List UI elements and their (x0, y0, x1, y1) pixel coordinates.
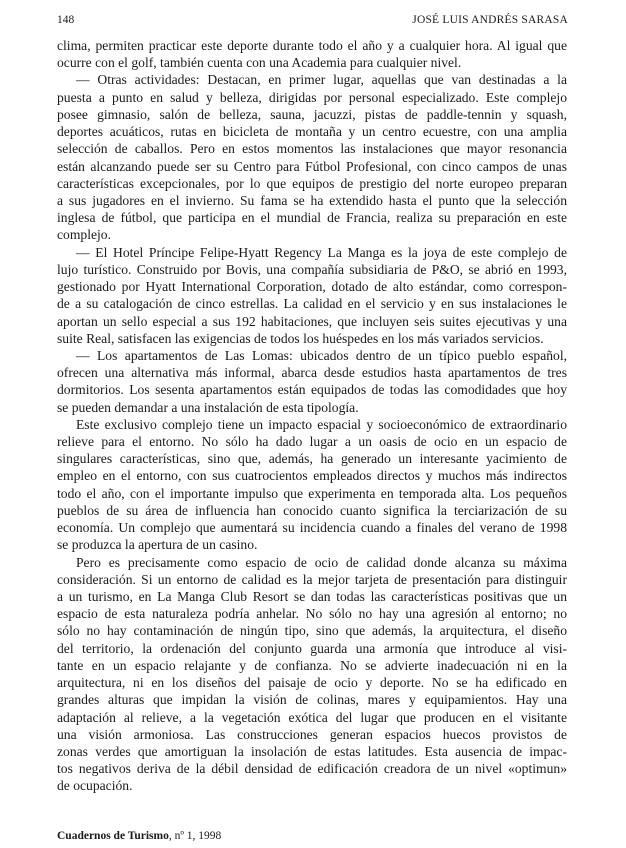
text-line: economía. Un complejo que aumentará su incidencia cuando a finales del verano de 1998 (57, 520, 567, 536)
text-line: características excepcionales, por lo que equipos de prestigio del norte europeo preparan (57, 175, 567, 191)
issue-info: , nº 1, 1998 (168, 830, 222, 842)
text-line: están alcanzando puede ser su Centro para Fútbol Profesional, con cinco campos de unas (57, 158, 567, 174)
text-line: lujo turístico. Construido por Bovis, una compañía subsidiaria de P&O, se abrió en 1993, (57, 261, 567, 277)
paragraph (57, 37, 567, 71)
text-line: dormitorios. Los sesenta apartamentos están equipados de todas las comodidades que hoy (57, 382, 567, 398)
text-line: gestionado por Hyatt International Corporation, dotado de alto estándar, como correspon- (57, 279, 567, 295)
text-line: posee gimnasio, salón de belleza, sauna, jacuzzi, pistas de paddle-tennin y squash, (57, 106, 567, 122)
text-line: a un turismo, en La Manga Club Resort se dan todas las características positivas que un (57, 589, 567, 604)
text-line: puesta a punto en salud y belleza, dirigidas por personal especializado. Este complejo (57, 89, 567, 105)
text-line: ofrecen una alternativa más informal, abarca desde estudios hasta apartamentos de tres (57, 365, 567, 381)
page-number: 148 (57, 14, 75, 26)
text-line: del territorio, la ordenación del conjunto guarda una armonía que introduce al visi- (57, 640, 567, 656)
text-line: clima, permiten practicar este deporte durante todo el año y a cualquier hora. Al igual que (57, 38, 567, 53)
text-line: Este exclusivo complejo tiene un impacto espacial y socioeconómico de extraordinario (76, 416, 567, 432)
text-line: grandes alturas que impidan la visión de colinas, mares y equipamientos. Hay una (57, 692, 567, 708)
text-line: ocurre con el golf, también cuenta con una Academia para cualquier nivel. (57, 55, 462, 71)
footer-citation (57, 830, 221, 842)
journal-name: Cuadernos de Turismo (57, 830, 169, 842)
text-line: relieve para el entorno. No sólo ha dado lugar a un oasis de ocio en un espacio de (57, 434, 567, 450)
paragraph (57, 554, 567, 795)
text-line: de a su catalogación de cinco estrellas. La calidad en el servicio y en sus instalaciones le (57, 296, 567, 312)
text-line: — Los apartamentos de Las Lomas: ubicados dentro de un típico pueblo español, (76, 347, 567, 363)
text-line: complejo. (57, 227, 111, 243)
body-text (57, 37, 567, 795)
paragraph (57, 416, 567, 554)
text-line: — Otras actividades: Destacan, en primer lugar, aquellas que van destinadas a la (76, 72, 567, 88)
text-line: Pero es precisamente como espacio de ocio de calidad donde alcanza su máxima (76, 554, 567, 570)
text-line: aportan un sello especial a sus 192 habitaciones, que incluyen seis suites ejecutivas y una (57, 313, 567, 329)
paragraph (57, 347, 567, 416)
text-line: tos negativos deriva de la débil densidad de edificación creadora de un nivel «optimun» (57, 761, 567, 777)
text-line: arquitectura, ni en los diseños del paisaje de ocio y deporte. No se ha edificado en (57, 675, 567, 691)
text-line: se produzca la apertura de un casino. (57, 537, 258, 553)
text-line: selección de caballos. Pero en estos momentos las instalaciones que mayor resonancia (57, 141, 567, 157)
text-line: a sus jugadores en el invierno. Su fama se ha extendido hasta el punto que la selección (57, 192, 567, 208)
text-line: consideración. Si un entorno de calidad es la mejor tarjeta de presentación para distinguir (57, 571, 567, 587)
text-line: empleo en el entorno, con sus cuatrocientos empleados directos y muchos más indirectos (57, 468, 567, 484)
text-line: espacio de esta naturaleza podría anhelar. No sólo no hay una agresión al entorno; no (57, 606, 567, 622)
running-header-author: JOSÉ LUIS ANDRÉS SARASA (412, 14, 568, 26)
text-line: se pueden demandar a una instalación de esta tipología. (57, 399, 359, 415)
paragraph (57, 244, 567, 347)
text-line: singulares características, sino que, además, ha generado un interesante yacimiento de (57, 451, 567, 467)
text-line: pueblos de su área de influencia han conocido cuanto significa la terciarización de su (57, 502, 567, 518)
text-line: deportes acuáticos, rutas en bicicleta de montaña y un centro ecuestre, con una amplia (57, 124, 567, 140)
text-line: inglesa de fútbol, que participa en el mundial de Francia, realiza su preparación en este (57, 210, 567, 226)
paragraph (57, 71, 567, 243)
text-line: zonas verdes que amortiguan la insolación de estas latitudes. Esta ausencia de impac- (57, 743, 567, 759)
text-line: tante en un espacio relajante y de confianza. No se advierte inadecuación ni en la (57, 657, 567, 673)
text-line: todo el año, con el importante impulso que experimenta en temporada alta. Los pequeños (57, 485, 567, 501)
text-line: adaptación al relieve, a la vegetación exótica del lugar que producen en el visitante (57, 709, 567, 725)
text-line: sólo no hay contaminación de ningún tipo, sino que además, la arquitectura, el diseño (57, 623, 567, 639)
text-line: de ocupación. (57, 778, 133, 794)
text-line: una visión armoniosa. Las construcciones generan espacios huecos provistos de (57, 726, 567, 742)
text-line: — El Hotel Príncipe Felipe-Hyatt Regency La Manga es la joya de este complejo de (76, 244, 567, 260)
text-line: suite Real, satisfacen las exigencias de todos los huéspedes en los más variados servicios. (57, 330, 544, 346)
